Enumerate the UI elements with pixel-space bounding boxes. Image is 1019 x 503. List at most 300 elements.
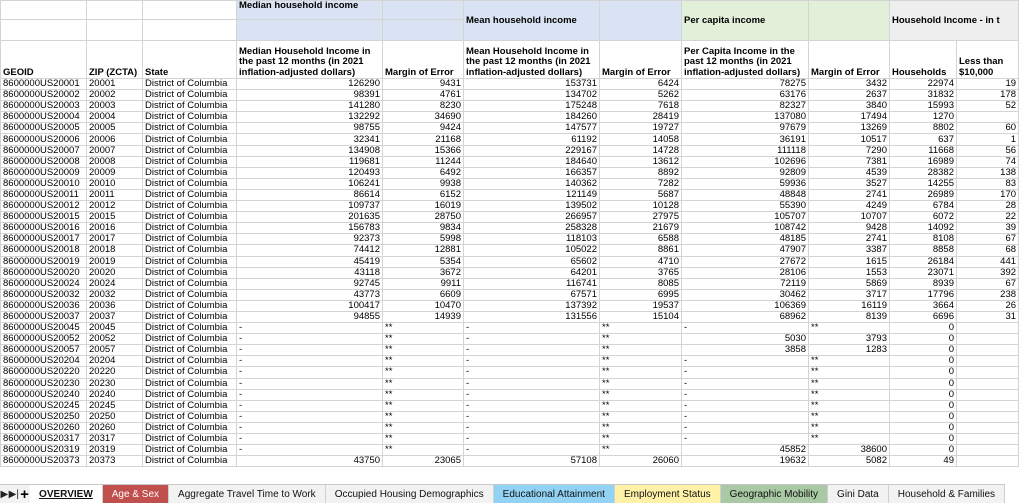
table-cell[interactable] [957, 112, 1019, 123]
table-cell[interactable]: District of Columbia [143, 245, 237, 256]
table-cell[interactable]: 26060 [600, 456, 682, 467]
table-cell[interactable]: 119681 [237, 156, 383, 167]
table-cell[interactable]: 184260 [464, 112, 600, 123]
table-cell[interactable]: 17796 [890, 289, 957, 300]
table-cell[interactable]: District of Columbia [143, 411, 237, 422]
table-cell[interactable]: 82327 [682, 101, 809, 112]
table-cell[interactable]: 20057 [87, 345, 143, 356]
table-cell[interactable]: 170 [957, 189, 1019, 200]
table-cell[interactable]: 16119 [809, 300, 890, 311]
table-cell[interactable]: 19 [957, 79, 1019, 90]
table-cell[interactable]: 132292 [237, 112, 383, 123]
table-cell[interactable]: 0 [890, 367, 957, 378]
table-cell[interactable]: - [682, 323, 809, 334]
table-cell[interactable]: 43773 [237, 289, 383, 300]
table-cell[interactable]: 13612 [600, 156, 682, 167]
table-cell[interactable] [957, 422, 1019, 433]
table-cell[interactable]: 27672 [682, 256, 809, 267]
sheet-tab[interactable]: Age & Sex [103, 485, 169, 503]
table-cell[interactable]: 8858 [890, 245, 957, 256]
table-cell[interactable]: 9424 [383, 123, 464, 134]
table-cell[interactable]: 6609 [383, 289, 464, 300]
table-cell[interactable]: - [237, 422, 383, 433]
table-cell[interactable]: 0 [890, 345, 957, 356]
table-cell[interactable]: ** [600, 378, 682, 389]
table-cell[interactable]: 26 [957, 300, 1019, 311]
table-cell[interactable]: 238 [957, 289, 1019, 300]
table-cell[interactable]: District of Columbia [143, 145, 237, 156]
table-cell[interactable]: - [237, 445, 383, 456]
table-cell[interactable]: 20373 [87, 456, 143, 467]
table-cell[interactable]: 55390 [682, 201, 809, 212]
table-cell[interactable]: ** [600, 389, 682, 400]
table-cell[interactable]: 6784 [890, 201, 957, 212]
table-cell[interactable]: 19632 [682, 456, 809, 467]
table-cell[interactable] [957, 434, 1019, 445]
table-cell[interactable]: - [464, 422, 600, 433]
table-cell[interactable]: ** [809, 411, 890, 422]
table-cell[interactable]: 20220 [87, 367, 143, 378]
table-cell[interactable]: 392 [957, 267, 1019, 278]
table-cell[interactable]: 43118 [237, 267, 383, 278]
table-cell[interactable]: ** [809, 367, 890, 378]
table-cell[interactable]: ** [383, 434, 464, 445]
table-cell[interactable]: - [464, 400, 600, 411]
table-cell[interactable]: 49 [890, 456, 957, 467]
group-mean-header[interactable]: Mean household income [464, 1, 600, 41]
table-cell[interactable]: District of Columbia [143, 189, 237, 200]
table-cell[interactable]: 0 [890, 334, 957, 345]
table-cell[interactable]: 19537 [600, 300, 682, 311]
table-cell[interactable]: ** [600, 445, 682, 456]
table-cell[interactable]: 0 [890, 422, 957, 433]
table-cell[interactable]: 38600 [809, 445, 890, 456]
group-percap-header[interactable]: Per capita income [682, 1, 809, 41]
table-cell[interactable]: 116741 [464, 278, 600, 289]
table-cell[interactable]: 48185 [682, 234, 809, 245]
table-cell[interactable]: 68 [957, 245, 1019, 256]
table-cell[interactable]: - [237, 378, 383, 389]
table-cell[interactable]: District of Columbia [143, 256, 237, 267]
table-cell[interactable]: 74412 [237, 245, 383, 256]
table-cell[interactable]: 20204 [87, 356, 143, 367]
table-cell[interactable]: 8600000US20032 [1, 289, 87, 300]
table-cell[interactable]: 47907 [682, 245, 809, 256]
table-cell[interactable]: 8600000US20250 [1, 411, 87, 422]
table-cell[interactable] [957, 356, 1019, 367]
table-cell[interactable]: - [464, 345, 600, 356]
median-moe-header[interactable]: Margin of Error [383, 41, 464, 79]
blank-cell[interactable] [383, 20, 464, 41]
table-cell[interactable]: 60 [957, 123, 1019, 134]
table-cell[interactable]: 8939 [890, 278, 957, 289]
table-cell[interactable]: 0 [890, 400, 957, 411]
table-cell[interactable]: 0 [890, 389, 957, 400]
last-sheet-icon[interactable]: ▶| [8, 488, 19, 500]
percap-moe-header[interactable]: Margin of Error [809, 41, 890, 79]
sheet-tab[interactable]: Aggregate Travel Time to Work [169, 485, 326, 503]
table-cell[interactable]: 20008 [87, 156, 143, 167]
table-cell[interactable]: District of Columbia [143, 267, 237, 278]
table-cell[interactable]: 20317 [87, 434, 143, 445]
table-cell[interactable]: 637 [890, 134, 957, 145]
table-cell[interactable]: 10470 [383, 300, 464, 311]
table-cell[interactable]: 15993 [890, 101, 957, 112]
table-cell[interactable]: 106369 [682, 300, 809, 311]
table-cell[interactable]: 20011 [87, 189, 143, 200]
table-cell[interactable]: 83 [957, 178, 1019, 189]
table-cell[interactable]: 8600000US20011 [1, 189, 87, 200]
table-cell[interactable]: 45419 [237, 256, 383, 267]
table-cell[interactable]: ** [383, 411, 464, 422]
table-cell[interactable]: 3387 [809, 245, 890, 256]
median-income-header[interactable]: Median Household Income in the past 12 months (in 2021 inflation-adjusted dollars) [237, 41, 383, 79]
table-cell[interactable]: 3527 [809, 178, 890, 189]
table-cell[interactable]: 23065 [383, 456, 464, 467]
table-cell[interactable]: 10707 [809, 212, 890, 223]
table-cell[interactable]: District of Columbia [143, 367, 237, 378]
table-cell[interactable]: 153731 [464, 79, 600, 90]
table-cell[interactable]: 8600000US20240 [1, 389, 87, 400]
table-cell[interactable] [957, 400, 1019, 411]
table-cell[interactable]: 23071 [890, 267, 957, 278]
table-cell[interactable]: 48848 [682, 189, 809, 200]
less-10k-header[interactable]: Less than $10,000 [957, 41, 1019, 79]
group-hh-header[interactable]: Household Income - in t [890, 1, 1019, 41]
table-cell[interactable]: - [682, 356, 809, 367]
table-cell[interactable]: 65602 [464, 256, 600, 267]
table-cell[interactable]: 8600000US20010 [1, 178, 87, 189]
table-cell[interactable] [957, 456, 1019, 467]
table-cell[interactable]: District of Columbia [143, 234, 237, 245]
table-cell[interactable]: District of Columbia [143, 445, 237, 456]
table-cell[interactable]: 105022 [464, 245, 600, 256]
table-cell[interactable]: 74 [957, 156, 1019, 167]
table-cell[interactable]: District of Columbia [143, 422, 237, 433]
table-cell[interactable]: 11668 [890, 145, 957, 156]
table-cell[interactable]: 8600000US20005 [1, 123, 87, 134]
table-cell[interactable]: 64201 [464, 267, 600, 278]
table-cell[interactable]: 1615 [809, 256, 890, 267]
table-cell[interactable]: ** [809, 378, 890, 389]
table-cell[interactable]: 8600000US20015 [1, 212, 87, 223]
table-cell[interactable]: 10128 [600, 201, 682, 212]
table-cell[interactable]: 8861 [600, 245, 682, 256]
table-cell[interactable]: 139502 [464, 201, 600, 212]
table-cell[interactable]: - [464, 334, 600, 345]
table-cell[interactable]: 3840 [809, 101, 890, 112]
table-cell[interactable]: 20036 [87, 300, 143, 311]
table-cell[interactable]: District of Columbia [143, 178, 237, 189]
table-cell[interactable]: 137080 [682, 112, 809, 123]
table-cell[interactable]: 28419 [600, 112, 682, 123]
table-cell[interactable]: 67 [957, 234, 1019, 245]
table-cell[interactable]: 20012 [87, 201, 143, 212]
table-cell[interactable]: 20003 [87, 101, 143, 112]
table-cell[interactable] [957, 389, 1019, 400]
table-cell[interactable]: 28750 [383, 212, 464, 223]
table-cell[interactable]: District of Columbia [143, 134, 237, 145]
table-cell[interactable]: 138 [957, 167, 1019, 178]
table-cell[interactable]: 8600000US20045 [1, 323, 87, 334]
table-cell[interactable]: 20052 [87, 334, 143, 345]
table-cell[interactable]: ** [600, 422, 682, 433]
table-cell[interactable]: 5869 [809, 278, 890, 289]
table-cell[interactable]: 20005 [87, 123, 143, 134]
table-cell[interactable]: 14058 [600, 134, 682, 145]
table-cell[interactable]: 6588 [600, 234, 682, 245]
table-cell[interactable]: ** [600, 345, 682, 356]
table-cell[interactable]: 4249 [809, 201, 890, 212]
table-cell[interactable]: - [237, 367, 383, 378]
table-cell[interactable]: 8600000US20019 [1, 256, 87, 267]
percap-income-header[interactable]: Per Capita Income in the past 12 months (in 2021 inflation-adjusted dollars) [682, 41, 809, 79]
table-cell[interactable]: - [237, 400, 383, 411]
table-cell[interactable]: - [237, 434, 383, 445]
blank-cell[interactable] [143, 20, 237, 41]
table-cell[interactable]: 141280 [237, 101, 383, 112]
table-cell[interactable]: 134908 [237, 145, 383, 156]
table-cell[interactable]: - [237, 345, 383, 356]
table-cell[interactable]: 22 [957, 212, 1019, 223]
table-cell[interactable]: 8600000US20057 [1, 345, 87, 356]
table-cell[interactable]: 36191 [682, 134, 809, 145]
table-cell[interactable]: 22974 [890, 79, 957, 90]
table-cell[interactable]: 8600000US20012 [1, 201, 87, 212]
table-cell[interactable]: 8600000US20373 [1, 456, 87, 467]
table-cell[interactable]: 20004 [87, 112, 143, 123]
table-cell[interactable]: 5998 [383, 234, 464, 245]
table-cell[interactable]: 20230 [87, 378, 143, 389]
table-cell[interactable]: - [682, 434, 809, 445]
table-cell[interactable]: 2637 [809, 90, 890, 101]
table-cell[interactable]: 0 [890, 323, 957, 334]
table-cell[interactable]: ** [600, 434, 682, 445]
table-cell[interactable]: 20020 [87, 267, 143, 278]
table-cell[interactable]: 8600000US20003 [1, 101, 87, 112]
table-cell[interactable]: 5082 [809, 456, 890, 467]
table-cell[interactable] [957, 411, 1019, 422]
table-cell[interactable]: 3858 [682, 345, 809, 356]
table-cell[interactable]: ** [600, 356, 682, 367]
table-cell[interactable]: 175248 [464, 101, 600, 112]
zip-header[interactable]: ZIP (ZCTA) [87, 41, 143, 79]
table-cell[interactable]: District of Columbia [143, 101, 237, 112]
table-cell[interactable]: 1553 [809, 267, 890, 278]
table-cell[interactable]: 8600000US20017 [1, 234, 87, 245]
table-cell[interactable]: District of Columbia [143, 289, 237, 300]
table-cell[interactable]: 0 [890, 445, 957, 456]
table-cell[interactable]: 32341 [237, 134, 383, 145]
table-cell[interactable]: 39 [957, 223, 1019, 234]
corner-cell[interactable] [1, 1, 87, 20]
blank-cell[interactable] [1, 20, 87, 41]
next-sheet-icon[interactable]: ▶ [0, 488, 9, 500]
table-cell[interactable]: 67 [957, 278, 1019, 289]
table-cell[interactable]: ** [809, 400, 890, 411]
table-cell[interactable]: 59936 [682, 178, 809, 189]
table-cell[interactable]: 2741 [809, 234, 890, 245]
table-cell[interactable]: District of Columbia [143, 378, 237, 389]
table-cell[interactable]: 92809 [682, 167, 809, 178]
table-cell[interactable]: 147577 [464, 123, 600, 134]
table-cell[interactable]: District of Columbia [143, 212, 237, 223]
blank-cell[interactable] [383, 1, 464, 20]
table-cell[interactable]: District of Columbia [143, 345, 237, 356]
table-cell[interactable]: 92745 [237, 278, 383, 289]
table-cell[interactable]: 94855 [237, 311, 383, 322]
table-cell[interactable]: 5354 [383, 256, 464, 267]
geoid-header[interactable]: GEOID [1, 41, 87, 79]
table-cell[interactable]: 20001 [87, 79, 143, 90]
table-cell[interactable]: 3432 [809, 79, 890, 90]
table-cell[interactable]: 97679 [682, 123, 809, 134]
table-cell[interactable]: 20240 [87, 389, 143, 400]
table-cell[interactable]: 137392 [464, 300, 600, 311]
sheet-tab[interactable]: Household & Families [889, 485, 1005, 503]
table-cell[interactable]: 131556 [464, 311, 600, 322]
table-cell[interactable]: 9911 [383, 278, 464, 289]
add-sheet-button[interactable]: + [20, 485, 29, 503]
table-cell[interactable]: 8139 [809, 311, 890, 322]
blank-cell[interactable] [600, 1, 682, 41]
table-cell[interactable]: 3717 [809, 289, 890, 300]
table-cell[interactable]: District of Columbia [143, 201, 237, 212]
table-cell[interactable]: 4761 [383, 90, 464, 101]
mean-moe-header[interactable]: Margin of Error [600, 41, 682, 79]
table-cell[interactable] [957, 367, 1019, 378]
table-cell[interactable]: 20016 [87, 223, 143, 234]
table-cell[interactable]: 109737 [237, 201, 383, 212]
table-cell[interactable]: 8600000US20260 [1, 422, 87, 433]
table-cell[interactable]: 28106 [682, 267, 809, 278]
table-cell[interactable]: - [682, 367, 809, 378]
table-cell[interactable]: 8600000US20317 [1, 434, 87, 445]
table-cell[interactable]: ** [383, 445, 464, 456]
table-cell[interactable]: 8802 [890, 123, 957, 134]
table-cell[interactable]: 20002 [87, 90, 143, 101]
table-cell[interactable]: District of Columbia [143, 356, 237, 367]
table-cell[interactable]: 8600000US20001 [1, 79, 87, 90]
table-cell[interactable]: 20019 [87, 256, 143, 267]
table-cell[interactable]: 3765 [600, 267, 682, 278]
table-cell[interactable]: - [464, 389, 600, 400]
table-cell[interactable]: ** [383, 389, 464, 400]
table-cell[interactable]: 31 [957, 311, 1019, 322]
table-cell[interactable]: 6072 [890, 212, 957, 223]
table-cell[interactable]: 266957 [464, 212, 600, 223]
table-cell[interactable]: ** [809, 389, 890, 400]
table-cell[interactable]: 20037 [87, 311, 143, 322]
table-cell[interactable]: 27975 [600, 212, 682, 223]
table-cell[interactable]: 11244 [383, 156, 464, 167]
table-cell[interactable]: 3793 [809, 334, 890, 345]
table-cell[interactable]: 8600000US20002 [1, 90, 87, 101]
table-cell[interactable]: 184640 [464, 156, 600, 167]
table-cell[interactable]: - [464, 356, 600, 367]
table-cell[interactable]: 8600000US20036 [1, 300, 87, 311]
table-cell[interactable]: District of Columbia [143, 156, 237, 167]
table-cell[interactable]: - [682, 400, 809, 411]
table-cell[interactable]: ** [383, 323, 464, 334]
table-cell[interactable]: 21679 [600, 223, 682, 234]
table-cell[interactable]: District of Columbia [143, 112, 237, 123]
table-cell[interactable]: - [237, 411, 383, 422]
table-cell[interactable] [957, 334, 1019, 345]
blank-cell[interactable] [809, 1, 890, 41]
blank-cell[interactable] [87, 1, 143, 20]
table-cell[interactable]: 8600000US20004 [1, 112, 87, 123]
table-cell[interactable]: 16989 [890, 156, 957, 167]
table-cell[interactable]: 8108 [890, 234, 957, 245]
table-cell[interactable]: 2741 [809, 189, 890, 200]
table-cell[interactable]: ** [383, 356, 464, 367]
table-cell[interactable]: 8600000US20037 [1, 311, 87, 322]
table-cell[interactable]: 9834 [383, 223, 464, 234]
table-cell[interactable]: ** [383, 378, 464, 389]
table-cell[interactable]: District of Columbia [143, 456, 237, 467]
blank-cell[interactable] [87, 20, 143, 41]
table-cell[interactable]: 20010 [87, 178, 143, 189]
table-cell[interactable]: ** [600, 367, 682, 378]
table-cell[interactable]: - [682, 422, 809, 433]
table-cell[interactable]: 20018 [87, 245, 143, 256]
table-cell[interactable]: 63176 [682, 90, 809, 101]
table-cell[interactable]: - [464, 434, 600, 445]
table-cell[interactable]: 8892 [600, 167, 682, 178]
table-cell[interactable]: District of Columbia [143, 400, 237, 411]
table-cell[interactable] [957, 323, 1019, 334]
table-cell[interactable]: 111118 [682, 145, 809, 156]
table-cell[interactable]: 14092 [890, 223, 957, 234]
table-cell[interactable]: District of Columbia [143, 278, 237, 289]
table-cell[interactable]: 14728 [600, 145, 682, 156]
table-cell[interactable]: District of Columbia [143, 123, 237, 134]
table-cell[interactable]: 20319 [87, 445, 143, 456]
table-cell[interactable]: 201635 [237, 212, 383, 223]
table-cell[interactable]: 8600000US20245 [1, 400, 87, 411]
table-cell[interactable]: 20009 [87, 167, 143, 178]
table-cell[interactable]: 34690 [383, 112, 464, 123]
table-cell[interactable]: 43750 [237, 456, 383, 467]
table-cell[interactable]: 0 [890, 356, 957, 367]
table-cell[interactable]: 441 [957, 256, 1019, 267]
table-cell[interactable]: District of Columbia [143, 323, 237, 334]
table-cell[interactable]: District of Columbia [143, 300, 237, 311]
sheet-tab[interactable]: Employment Status [615, 485, 721, 503]
table-cell[interactable]: District of Columbia [143, 223, 237, 234]
table-cell[interactable]: 8600000US20204 [1, 356, 87, 367]
table-cell[interactable]: ** [383, 367, 464, 378]
table-cell[interactable]: 15366 [383, 145, 464, 156]
table-cell[interactable]: ** [600, 400, 682, 411]
table-cell[interactable]: 8600000US20230 [1, 378, 87, 389]
table-cell[interactable]: 14939 [383, 311, 464, 322]
table-cell[interactable]: 8600000US20220 [1, 367, 87, 378]
table-cell[interactable]: 108742 [682, 223, 809, 234]
table-cell[interactable]: ** [383, 345, 464, 356]
table-cell[interactable]: District of Columbia [143, 434, 237, 445]
table-cell[interactable] [957, 378, 1019, 389]
sheet-tab[interactable]: Educational Attainment [494, 485, 615, 503]
table-cell[interactable]: 9938 [383, 178, 464, 189]
table-cell[interactable]: 178 [957, 90, 1019, 101]
table-cell[interactable]: 17494 [809, 112, 890, 123]
table-cell[interactable]: 8085 [600, 278, 682, 289]
table-cell[interactable]: 20006 [87, 134, 143, 145]
table-cell[interactable]: 9431 [383, 79, 464, 90]
table-cell[interactable]: 57108 [464, 456, 600, 467]
